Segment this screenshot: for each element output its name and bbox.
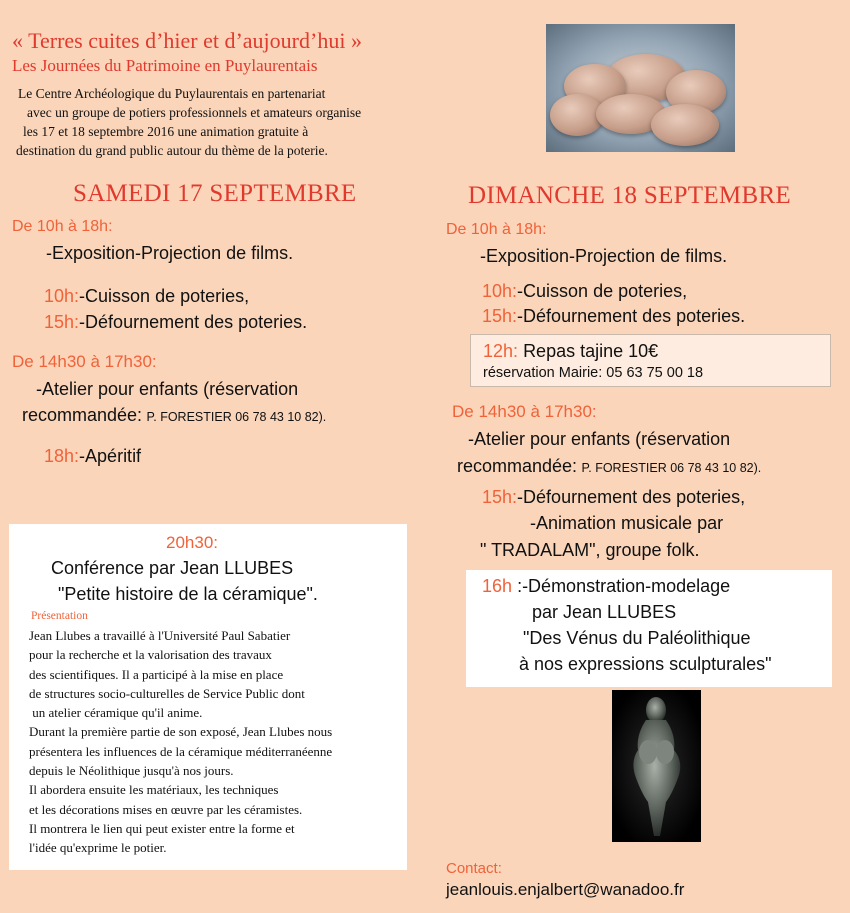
description-line: présentera les influences de la céramique méditerranéenne xyxy=(29,743,333,759)
sunday-atelier-contact: P. FORESTIER 06 78 43 10 82). xyxy=(581,461,762,475)
sunday-animation-line1: -Animation musicale par xyxy=(530,513,724,533)
saturday-defournement-text: -Défournement des poteries. xyxy=(79,312,308,332)
sunday-defournement-time: 15h: xyxy=(482,306,518,326)
event-subtitle: Les Journées du Patrimoine en Puylaurentais xyxy=(12,56,318,75)
conference-title-line1: Conférence par Jean LLUBES xyxy=(51,558,294,578)
sunday-repas-text: Repas tajine 10€ xyxy=(523,341,659,361)
tajine-box xyxy=(470,334,831,387)
saturday-defournement-time: 15h: xyxy=(44,312,80,332)
description-line: un atelier céramique qu'il anime. xyxy=(29,705,203,721)
saturday-aperitif xyxy=(44,446,141,467)
sunday-atelier-line2 xyxy=(457,456,761,477)
sunday-animation-line2: " TRADALAM", groupe folk. xyxy=(480,540,700,560)
contact-label: Contact: xyxy=(446,860,502,877)
description-line: Durant la première partie de son exposé, Jean Llubes nous xyxy=(29,724,333,740)
demo-line2: par Jean LLUBES xyxy=(532,602,677,622)
sunday-repas-time: 12h: xyxy=(483,341,519,361)
saturday-atelier-line1: -Atelier pour enfants (réservation xyxy=(36,379,299,399)
saturday-exposition: -Exposition-Projection de films. xyxy=(46,243,294,263)
sunday-slot2-time: De 14h30 à 17h30: xyxy=(452,402,597,421)
saturday-atelier-line2 xyxy=(22,405,326,426)
sunday-cuisson-text: -Cuisson de poteries, xyxy=(517,281,688,301)
sunday-repas-reservation: réservation Mairie: 05 63 75 00 18 xyxy=(483,365,704,381)
venus-statue-photo xyxy=(612,690,701,842)
saturday-atelier-recommandee: recommandée: xyxy=(22,405,143,425)
demo-line4: à nos expressions sculpturales" xyxy=(519,654,772,674)
description-line: depuis le Néolithique jusqu'à nos jours. xyxy=(29,763,234,779)
venus-statue-figure xyxy=(612,690,701,842)
saturday-aperitif-text: -Apéritif xyxy=(79,446,142,466)
description-line: des scientifiques. Il a participé à la mise en place xyxy=(29,666,284,682)
sunday-repas xyxy=(483,341,658,362)
demonstration-box xyxy=(466,570,832,687)
saturday-aperitif-time: 18h: xyxy=(44,446,80,466)
sunday-def2-time: 15h: xyxy=(482,487,518,507)
demo-text: :-Démonstration-modelage xyxy=(517,576,731,596)
intro-line: les 17 et 18 septembre 2016 une animation gratuite à xyxy=(23,124,309,139)
saturday-cuisson xyxy=(44,286,249,307)
intro-text xyxy=(14,84,361,160)
sunday-exposition: -Exposition-Projection de films. xyxy=(480,246,728,266)
saturday-heading: SAMEDI 17 SEPTEMBRE xyxy=(73,180,357,207)
sunday-def2-text: -Défournement des poteries, xyxy=(517,487,746,507)
conference-time: 20h30: xyxy=(166,533,218,552)
sunday-cuisson xyxy=(482,281,687,302)
sunday-defournement xyxy=(482,306,745,327)
saturday-cuisson-time: 10h: xyxy=(44,286,80,306)
saturday-atelier-contact: P. FORESTIER 06 78 43 10 82). xyxy=(146,410,327,424)
sunday-atelier-recommandee: recommandée: xyxy=(457,456,578,476)
saturday-slot1-time: De 10h à 18h: xyxy=(12,218,113,235)
description-line: l'idée qu'exprime le potier. xyxy=(29,840,167,856)
conference-description xyxy=(29,626,332,858)
event-title: « Terres cuites d’hier et d’aujourd’hui » xyxy=(12,28,362,53)
intro-line: destination du grand public autour du thème de la poterie. xyxy=(16,143,328,158)
demo-line1 xyxy=(482,576,730,597)
demo-line3: "Des Vénus du Paléolithique xyxy=(523,628,751,648)
saturday-slot2-time: De 14h30 à 17h30: xyxy=(12,352,157,371)
intro-line: Le Centre Archéologique du Puylaurentais en partenariat xyxy=(18,86,326,101)
saturday-cuisson-text: -Cuisson de poteries, xyxy=(79,286,250,306)
presentation-label: Présentation xyxy=(31,610,88,622)
sunday-defournement2 xyxy=(482,487,745,508)
sunday-slot1-time: De 10h à 18h: xyxy=(446,221,547,238)
sunday-heading: DIMANCHE 18 SEPTEMBRE xyxy=(468,182,791,209)
description-line: Il montrera le lien qui peut exister entre la forme et xyxy=(29,820,295,836)
sunday-cuisson-time: 10h: xyxy=(482,281,518,301)
contact-email[interactable]: jeanlouis.enjalbert@wanadoo.fr xyxy=(446,880,685,899)
description-line: Jean Llubes a travaillé à l'Université Paul Sabatier xyxy=(29,628,291,643)
conference-box xyxy=(9,524,407,870)
description-line: Il abordera ensuite les matériaux, les techniques xyxy=(29,782,279,798)
saturday-defournement xyxy=(44,312,307,333)
description-line: de structures socio-culturelles de Service Public dont xyxy=(29,685,305,701)
conference-title-line2: "Petite histoire de la céramique". xyxy=(58,584,318,604)
sunday-defournement-text: -Défournement des poteries. xyxy=(517,306,746,326)
pottery-photo xyxy=(546,24,735,152)
intro-line: avec un groupe de potiers professionnels et amateurs organise xyxy=(27,105,362,120)
demo-time: 16h xyxy=(482,576,513,596)
sunday-atelier-line1: -Atelier pour enfants (réservation xyxy=(468,429,731,449)
description-line: pour la recherche et la valorisation des travaux xyxy=(29,647,272,663)
description-line: et les décorations mises en œuvre par les céramistes. xyxy=(29,801,303,817)
